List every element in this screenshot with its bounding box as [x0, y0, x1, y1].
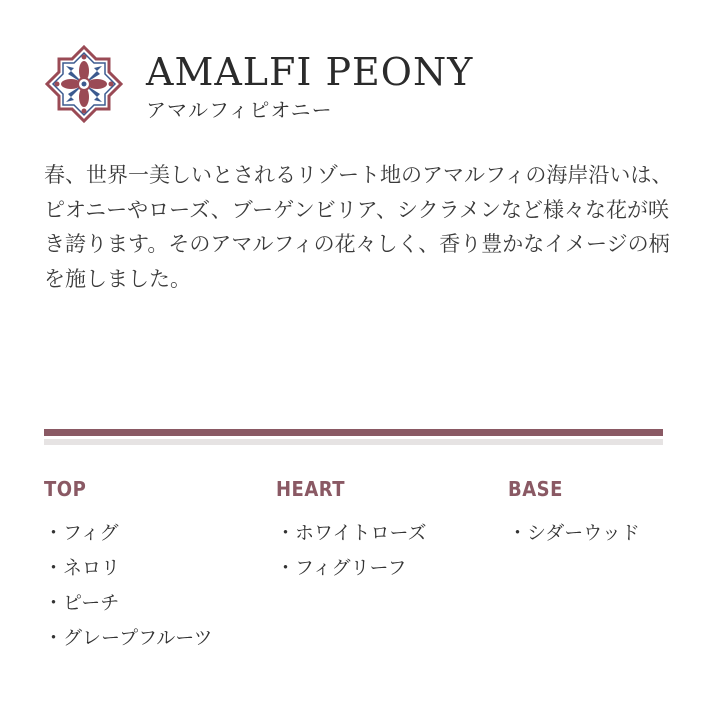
section-divider [44, 429, 663, 436]
section-divider-shadow [44, 439, 663, 445]
list-item: ・ ピーチ [44, 586, 213, 621]
notes-heart-column [276, 474, 427, 586]
list-item: ・ ネロリ [44, 551, 213, 586]
list-item: ・ グレープフルーツ [44, 621, 213, 656]
notes-base-column [508, 474, 640, 551]
list-item: ・ フィグリーフ [276, 551, 427, 586]
logo [44, 44, 124, 124]
notes-base-heading: BASE [508, 477, 563, 501]
notes-top-list [44, 516, 213, 656]
product-title: AMALFI PEONY [146, 50, 474, 94]
list-item: ・ ホワイトローズ [276, 516, 427, 551]
notes-top-heading: TOP [44, 477, 87, 501]
notes-heart-heading: HEART [276, 477, 346, 501]
product-description: 春、世界一美しいとされるリゾート地のアマルフィの海岸沿いは、ピオニーやローズ、ブーゲンビリア、シクラメンなど様々な花が咲き誇ります。そのアマルフィの花々しく、香り豊かなイメージの柄を施しました。 [44, 163, 673, 291]
floral-tile-icon [44, 44, 124, 124]
list-item: ・ フィグ [44, 516, 213, 551]
notes-base-list [508, 516, 640, 551]
product-subtitle: アマルフィピオニー [146, 98, 333, 122]
notes-heart-list [276, 516, 427, 586]
notes-top-column [44, 474, 213, 656]
list-item: ・ シダーウッド [508, 516, 640, 551]
